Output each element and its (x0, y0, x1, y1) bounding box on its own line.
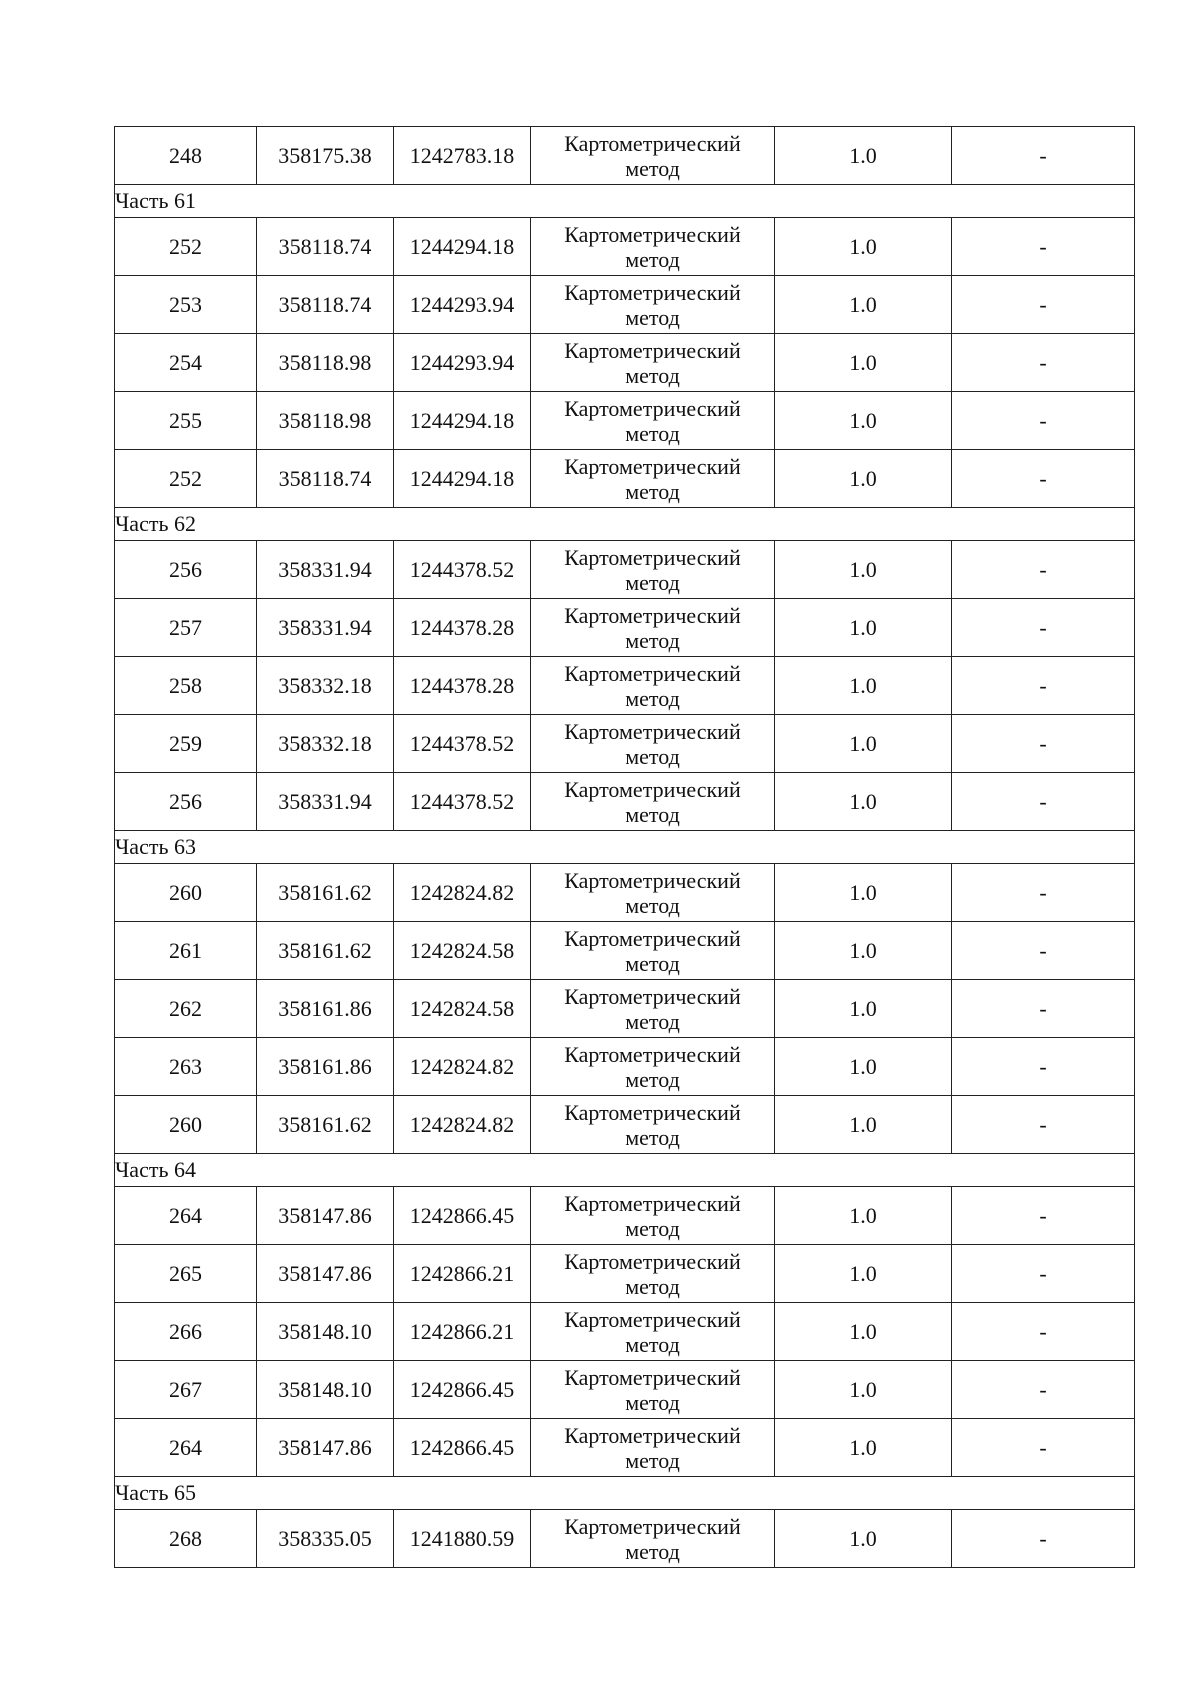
x-coordinate-cell: 358332.18 (257, 715, 394, 773)
y-coordinate-cell: 1244293.94 (394, 276, 531, 334)
method-line-1: Картометрический (564, 1422, 741, 1448)
y-coordinate-cell: 1242866.21 (394, 1303, 531, 1361)
x-coordinate-cell: 358147.86 (257, 1419, 394, 1477)
method-line-2: метод (625, 246, 680, 272)
accuracy-cell: 1.0 (775, 1096, 952, 1154)
method-line-2: метод (625, 1538, 680, 1564)
point-number-cell: 252 (115, 218, 257, 276)
part-header-row (115, 1154, 1135, 1187)
method-cell (531, 334, 775, 392)
x-coordinate-cell: 358118.74 (257, 450, 394, 508)
method-line-2: метод (625, 685, 680, 711)
part-header-row (115, 508, 1135, 541)
part-label: Часть 61 (115, 185, 1135, 218)
x-coordinate-cell: 358331.94 (257, 773, 394, 831)
method-cell (531, 1419, 775, 1477)
point-number-cell: 263 (115, 1038, 257, 1096)
method-line-1: Картометрический (564, 776, 741, 802)
accuracy-cell: 1.0 (775, 127, 952, 185)
description-cell: - (952, 980, 1135, 1038)
method-line-2: метод (625, 362, 680, 388)
point-number-cell: 255 (115, 392, 257, 450)
method-line-2: метод (625, 1331, 680, 1357)
point-number-cell: 266 (115, 1303, 257, 1361)
description-cell: - (952, 599, 1135, 657)
table-row (115, 1187, 1135, 1245)
method-cell (531, 127, 775, 185)
y-coordinate-cell: 1242824.58 (394, 922, 531, 980)
y-coordinate-cell: 1242866.21 (394, 1245, 531, 1303)
method-line-1: Картометрический (564, 1248, 741, 1274)
point-number-cell: 267 (115, 1361, 257, 1419)
accuracy-cell: 1.0 (775, 1245, 952, 1303)
method-cell (531, 450, 775, 508)
point-number-cell: 257 (115, 599, 257, 657)
method-line-1: Картометрический (564, 130, 741, 156)
method-cell (531, 1245, 775, 1303)
x-coordinate-cell: 358331.94 (257, 599, 394, 657)
x-coordinate-cell: 358161.62 (257, 922, 394, 980)
y-coordinate-cell: 1244378.52 (394, 715, 531, 773)
method-line-1: Картометрический (564, 337, 741, 363)
accuracy-cell: 1.0 (775, 715, 952, 773)
x-coordinate-cell: 358148.10 (257, 1303, 394, 1361)
method-line-1: Картометрический (564, 602, 741, 628)
accuracy-cell: 1.0 (775, 980, 952, 1038)
coordinates-table-body (115, 127, 1135, 1568)
method-line-2: метод (625, 478, 680, 504)
point-number-cell: 253 (115, 276, 257, 334)
accuracy-cell: 1.0 (775, 450, 952, 508)
method-line-1: Картометрический (564, 1364, 741, 1390)
table-row (115, 276, 1135, 334)
description-cell: - (952, 773, 1135, 831)
accuracy-cell: 1.0 (775, 1510, 952, 1568)
table-row (115, 1303, 1135, 1361)
method-line-2: метод (625, 1447, 680, 1473)
method-cell (531, 980, 775, 1038)
point-number-cell: 268 (115, 1510, 257, 1568)
table-row (115, 980, 1135, 1038)
method-cell (531, 715, 775, 773)
method-line-2: метод (625, 155, 680, 181)
description-cell: - (952, 392, 1135, 450)
table-row (115, 1510, 1135, 1568)
accuracy-cell: 1.0 (775, 922, 952, 980)
accuracy-cell: 1.0 (775, 1038, 952, 1096)
method-line-2: метод (625, 1066, 680, 1092)
y-coordinate-cell: 1244378.28 (394, 599, 531, 657)
method-line-2: метод (625, 1008, 680, 1034)
method-cell (531, 1361, 775, 1419)
table-row (115, 127, 1135, 185)
method-line-1: Картометрический (564, 1190, 741, 1216)
table-row (115, 1419, 1135, 1477)
method-line-1: Картометрический (564, 221, 741, 247)
x-coordinate-cell: 358332.18 (257, 657, 394, 715)
method-line-1: Картометрический (564, 983, 741, 1009)
method-line-2: метод (625, 304, 680, 330)
method-cell (531, 864, 775, 922)
point-number-cell: 254 (115, 334, 257, 392)
method-line-2: метод (625, 1273, 680, 1299)
method-line-1: Картометрический (564, 1306, 741, 1332)
table-row (115, 450, 1135, 508)
method-cell (531, 392, 775, 450)
description-cell: - (952, 450, 1135, 508)
method-line-1: Картометрический (564, 453, 741, 479)
description-cell: - (952, 1510, 1135, 1568)
x-coordinate-cell: 358148.10 (257, 1361, 394, 1419)
table-row (115, 657, 1135, 715)
method-line-1: Картометрический (564, 660, 741, 686)
description-cell: - (952, 1038, 1135, 1096)
description-cell: - (952, 715, 1135, 773)
point-number-cell: 262 (115, 980, 257, 1038)
accuracy-cell: 1.0 (775, 599, 952, 657)
x-coordinate-cell: 358161.62 (257, 864, 394, 922)
method-line-2: метод (625, 420, 680, 446)
method-line-1: Картометрический (564, 867, 741, 893)
table-row (115, 773, 1135, 831)
accuracy-cell: 1.0 (775, 657, 952, 715)
method-cell (531, 599, 775, 657)
method-cell (531, 1096, 775, 1154)
part-header-row (115, 185, 1135, 218)
x-coordinate-cell: 358147.86 (257, 1245, 394, 1303)
y-coordinate-cell: 1242824.58 (394, 980, 531, 1038)
accuracy-cell: 1.0 (775, 1303, 952, 1361)
method-cell (531, 276, 775, 334)
part-label: Часть 62 (115, 508, 1135, 541)
table-row (115, 715, 1135, 773)
description-cell: - (952, 1361, 1135, 1419)
description-cell: - (952, 864, 1135, 922)
x-coordinate-cell: 358161.86 (257, 980, 394, 1038)
description-cell: - (952, 1187, 1135, 1245)
method-line-1: Картометрический (564, 1041, 741, 1067)
y-coordinate-cell: 1244378.52 (394, 541, 531, 599)
method-line-1: Картометрический (564, 544, 741, 570)
description-cell: - (952, 334, 1135, 392)
table-row (115, 1096, 1135, 1154)
point-number-cell: 252 (115, 450, 257, 508)
method-cell (531, 657, 775, 715)
coordinates-table (114, 126, 1135, 1568)
accuracy-cell: 1.0 (775, 392, 952, 450)
table-row (115, 218, 1135, 276)
y-coordinate-cell: 1242824.82 (394, 1038, 531, 1096)
point-number-cell: 265 (115, 1245, 257, 1303)
y-coordinate-cell: 1242866.45 (394, 1419, 531, 1477)
point-number-cell: 261 (115, 922, 257, 980)
y-coordinate-cell: 1242866.45 (394, 1361, 531, 1419)
point-number-cell: 258 (115, 657, 257, 715)
accuracy-cell: 1.0 (775, 276, 952, 334)
x-coordinate-cell: 358118.74 (257, 218, 394, 276)
y-coordinate-cell: 1242783.18 (394, 127, 531, 185)
part-header-row (115, 1477, 1135, 1510)
x-coordinate-cell: 358331.94 (257, 541, 394, 599)
method-line-1: Картометрический (564, 925, 741, 951)
y-coordinate-cell: 1244294.18 (394, 218, 531, 276)
accuracy-cell: 1.0 (775, 864, 952, 922)
part-label: Часть 64 (115, 1154, 1135, 1187)
method-cell (531, 1510, 775, 1568)
x-coordinate-cell: 358118.98 (257, 334, 394, 392)
x-coordinate-cell: 358161.86 (257, 1038, 394, 1096)
method-line-2: метод (625, 1389, 680, 1415)
table-row (115, 1361, 1135, 1419)
y-coordinate-cell: 1244378.28 (394, 657, 531, 715)
table-row (115, 334, 1135, 392)
point-number-cell: 259 (115, 715, 257, 773)
description-cell: - (952, 657, 1135, 715)
point-number-cell: 264 (115, 1187, 257, 1245)
point-number-cell: 256 (115, 541, 257, 599)
accuracy-cell: 1.0 (775, 773, 952, 831)
x-coordinate-cell: 358335.05 (257, 1510, 394, 1568)
method-line-2: метод (625, 743, 680, 769)
x-coordinate-cell: 358147.86 (257, 1187, 394, 1245)
table-row (115, 864, 1135, 922)
table-row (115, 1245, 1135, 1303)
description-cell: - (952, 276, 1135, 334)
x-coordinate-cell: 358161.62 (257, 1096, 394, 1154)
description-cell: - (952, 1419, 1135, 1477)
method-cell (531, 773, 775, 831)
accuracy-cell: 1.0 (775, 334, 952, 392)
y-coordinate-cell: 1242824.82 (394, 1096, 531, 1154)
method-line-1: Картометрический (564, 279, 741, 305)
x-coordinate-cell: 358118.74 (257, 276, 394, 334)
table-row (115, 922, 1135, 980)
part-label: Часть 63 (115, 831, 1135, 864)
description-cell: - (952, 922, 1135, 980)
method-line-1: Картометрический (564, 1099, 741, 1125)
y-coordinate-cell: 1241880.59 (394, 1510, 531, 1568)
y-coordinate-cell: 1242866.45 (394, 1187, 531, 1245)
part-header-row (115, 831, 1135, 864)
x-coordinate-cell: 358175.38 (257, 127, 394, 185)
point-number-cell: 256 (115, 773, 257, 831)
point-number-cell: 264 (115, 1419, 257, 1477)
description-cell: - (952, 1245, 1135, 1303)
table-row (115, 599, 1135, 657)
method-line-2: метод (625, 892, 680, 918)
method-line-1: Картометрический (564, 1513, 741, 1539)
point-number-cell: 260 (115, 1096, 257, 1154)
table-row (115, 392, 1135, 450)
part-label: Часть 65 (115, 1477, 1135, 1510)
accuracy-cell: 1.0 (775, 541, 952, 599)
description-cell: - (952, 541, 1135, 599)
method-cell (531, 218, 775, 276)
method-line-1: Картометрический (564, 395, 741, 421)
accuracy-cell: 1.0 (775, 1361, 952, 1419)
method-line-2: метод (625, 569, 680, 595)
table-row (115, 1038, 1135, 1096)
method-cell (531, 1303, 775, 1361)
method-cell (531, 1187, 775, 1245)
method-line-2: метод (625, 627, 680, 653)
method-cell (531, 541, 775, 599)
accuracy-cell: 1.0 (775, 1419, 952, 1477)
description-cell: - (952, 1096, 1135, 1154)
method-cell (531, 922, 775, 980)
description-cell: - (952, 1303, 1135, 1361)
x-coordinate-cell: 358118.98 (257, 392, 394, 450)
y-coordinate-cell: 1244293.94 (394, 334, 531, 392)
point-number-cell: 260 (115, 864, 257, 922)
y-coordinate-cell: 1244294.18 (394, 392, 531, 450)
method-line-2: метод (625, 1124, 680, 1150)
y-coordinate-cell: 1242824.82 (394, 864, 531, 922)
description-cell: - (952, 218, 1135, 276)
method-cell (531, 1038, 775, 1096)
method-line-2: метод (625, 950, 680, 976)
y-coordinate-cell: 1244378.52 (394, 773, 531, 831)
method-line-2: метод (625, 1215, 680, 1241)
accuracy-cell: 1.0 (775, 1187, 952, 1245)
accuracy-cell: 1.0 (775, 218, 952, 276)
point-number-cell: 248 (115, 127, 257, 185)
method-line-2: метод (625, 801, 680, 827)
description-cell: - (952, 127, 1135, 185)
table-row (115, 541, 1135, 599)
y-coordinate-cell: 1244294.18 (394, 450, 531, 508)
method-line-1: Картометрический (564, 718, 741, 744)
